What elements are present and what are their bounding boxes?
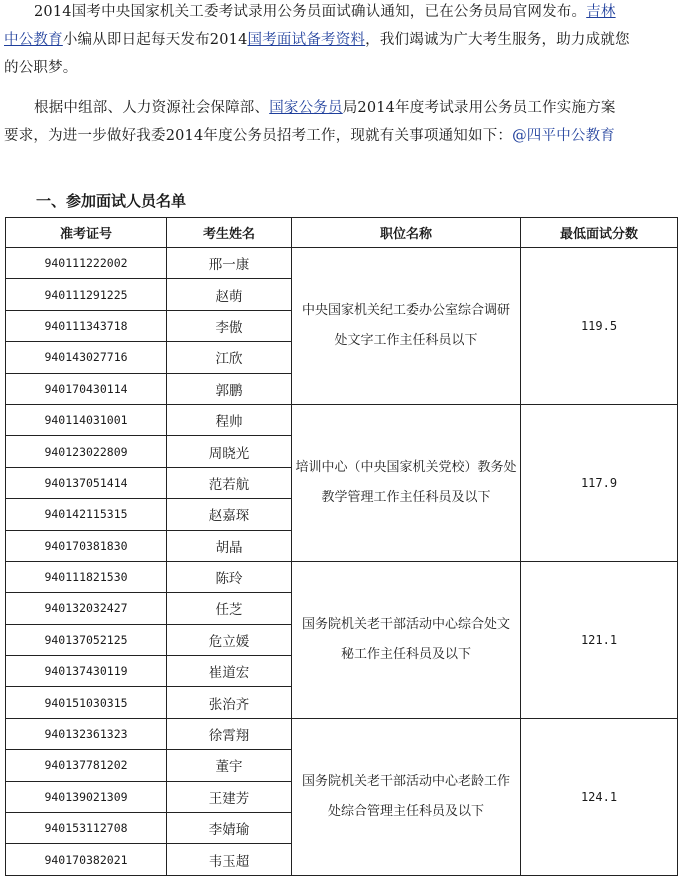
ticket-number-cell: 940170382021 xyxy=(6,844,167,875)
position-line-2: 秘工作主任科员及以下 xyxy=(340,646,471,662)
candidate-name-cell: 张治齐 xyxy=(167,687,292,718)
ticket-number-cell: 940123022809 xyxy=(6,436,167,467)
ticket-number-cell: 940137781202 xyxy=(6,750,167,781)
p1-text-mid: 小编从即日起每天发布2014 xyxy=(62,32,248,48)
candidate-name-cell: 赵嘉琛 xyxy=(167,499,292,530)
candidate-name-cell: 郭鹏 xyxy=(167,373,292,404)
section-title: 一、参加面试人员名单 xyxy=(36,192,187,210)
position-line-2: 教学管理工作主任科员及以下 xyxy=(321,489,491,505)
link-interview-materials[interactable]: 国考面试备考资料 xyxy=(247,32,366,48)
ticket-number-cell: 940137430119 xyxy=(6,656,167,687)
position-line-1: 国务院机关老干部活动中心老龄工作 xyxy=(301,773,510,789)
candidate-name-cell: 董宇 xyxy=(167,750,292,781)
header-score: 最低面试分数 xyxy=(521,218,678,248)
intro-paragraph-1 xyxy=(4,0,630,82)
ticket-number-cell: 940151030315 xyxy=(6,687,167,718)
table-row xyxy=(6,561,678,592)
ticket-number-cell: 940143027716 xyxy=(6,342,167,373)
candidate-name-cell: 邢一康 xyxy=(167,248,292,279)
ticket-number-cell: 940132032427 xyxy=(6,593,167,624)
candidate-name-cell: 江欣 xyxy=(167,342,292,373)
header-name: 考生姓名 xyxy=(167,218,292,248)
ticket-number-cell: 940153112708 xyxy=(6,813,167,844)
candidate-name-cell: 赵萌 xyxy=(167,279,292,310)
candidate-name-cell: 危立媛 xyxy=(167,624,292,655)
min-score-cell: 119.5 xyxy=(521,248,678,405)
table-row xyxy=(6,404,678,435)
header-position: 职位名称 xyxy=(292,218,521,248)
position-name-cell xyxy=(292,404,521,561)
ticket-number-cell: 940111222002 xyxy=(6,248,167,279)
position-name-cell xyxy=(292,561,521,718)
candidate-name-cell: 任芝 xyxy=(167,593,292,624)
ticket-number-cell: 940170430114 xyxy=(6,373,167,404)
candidate-name-cell: 崔道宏 xyxy=(167,656,292,687)
candidate-name-cell: 徐霄翔 xyxy=(167,718,292,749)
interview-roster-table xyxy=(5,217,678,876)
candidate-name-cell: 范若航 xyxy=(167,467,292,498)
table-row xyxy=(6,248,678,279)
p2-text-after: 局2014年度考试录用公务员工作实施方案要求，为进一步做好我委2014年度公务员招考工作，现就有关事项通知如下： xyxy=(4,100,616,144)
ticket-number-cell: 940137051414 xyxy=(6,467,167,498)
position-line-2: 处综合管理主任科员及以下 xyxy=(327,803,484,819)
position-name-cell xyxy=(292,248,521,405)
mention-siping-offcn[interactable]: @四平中公教育 xyxy=(512,128,616,144)
min-score-cell: 124.1 xyxy=(521,718,678,875)
ticket-number-cell: 940170381830 xyxy=(6,530,167,561)
position-line-1: 中央国家机关纪工委办公室综合调研 xyxy=(301,302,510,318)
p1-text-before: 2014国考中央国家机关工委考试录用公务员面试确认通知，已在公务员局官网发布。 xyxy=(34,4,587,20)
link-national-civil-servant[interactable]: 国家公务员 xyxy=(269,100,343,116)
ticket-number-cell: 940132361323 xyxy=(6,718,167,749)
ticket-number-cell: 940142115315 xyxy=(6,499,167,530)
ticket-number-cell: 940139021309 xyxy=(6,781,167,812)
candidate-name-cell: 周晓光 xyxy=(167,436,292,467)
ticket-number-cell: 940111821530 xyxy=(6,561,167,592)
ticket-number-cell: 940114031001 xyxy=(6,404,167,435)
candidate-name-cell: 李傲 xyxy=(167,310,292,341)
intro-paragraph-2 xyxy=(4,94,630,150)
min-score-cell: 117.9 xyxy=(521,404,678,561)
candidate-name-cell: 韦玉超 xyxy=(167,844,292,875)
table-header-row xyxy=(6,218,678,248)
position-line-1: 国务院机关老干部活动中心综合处文 xyxy=(301,616,510,632)
position-line-1: 培训中心（中央国家机关党校）教务处 xyxy=(295,459,517,475)
candidate-name-cell: 王建芳 xyxy=(167,781,292,812)
min-score-cell: 121.1 xyxy=(521,561,678,718)
candidate-name-cell: 程帅 xyxy=(167,404,292,435)
header-ticket: 准考证号 xyxy=(6,218,167,248)
candidate-name-cell: 李婧瑜 xyxy=(167,813,292,844)
position-name-cell xyxy=(292,718,521,875)
p1-text-after: ，我们竭诚为广大考生服务，助力成就您的公职梦。 xyxy=(4,32,630,76)
ticket-number-cell: 940137052125 xyxy=(6,624,167,655)
ticket-number-cell: 940111343718 xyxy=(6,310,167,341)
p2-text-before: 根据中组部、人力资源社会保障部、 xyxy=(34,100,270,116)
table-body xyxy=(6,248,678,876)
table-row xyxy=(6,718,678,749)
link-jilin-offcn[interactable]: 吉林中公教育 xyxy=(4,4,616,48)
candidate-name-cell: 胡晶 xyxy=(167,530,292,561)
ticket-number-cell: 940111291225 xyxy=(6,279,167,310)
candidate-name-cell: 陈玲 xyxy=(167,561,292,592)
position-line-2: 处文字工作主任科员以下 xyxy=(334,332,478,348)
